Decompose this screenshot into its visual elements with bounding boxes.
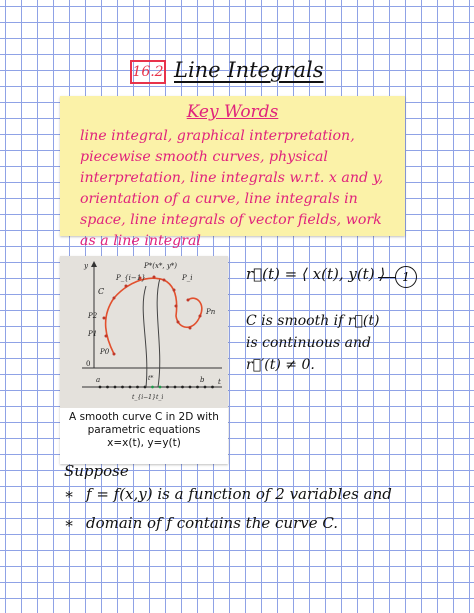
t-axis-point [114,386,117,389]
curve-partition-point [103,317,106,320]
t-axis-point [181,386,184,389]
curve-partition-point [153,276,156,279]
t-axis-point [106,386,109,389]
curve-partition-point [177,321,180,324]
label-p-i-star: P*(x*, y*) [144,262,178,270]
curve-c [106,278,202,354]
label-a: a [96,376,101,384]
caption-line-1: A smooth curve C in 2D with [69,411,219,423]
curve-partition-point [105,335,108,338]
t-axis-point [166,386,169,389]
keywords-body: line integral, graphical interpretation, piecewise smooth curves, physical interpretation, line integrals w.r.t. x and y, orientation of a curve, line integrals in space, line integrals of vector fields, work as a line integral [80,128,384,249]
label-c: C [98,287,105,296]
section-number-box: 16.2 [130,60,166,84]
t-axis-point [189,386,192,389]
curve-diagram [60,256,228,408]
suppose-item-2-text: domain of f contains the curve C. [86,514,339,532]
curve-partition-point [113,297,116,300]
t-axis-point [121,386,124,389]
asterisk-bullet-icon: ∗ [64,485,75,503]
label-t-star: t* [148,375,154,382]
page-title: Line Integrals [174,58,324,82]
t-axis-point [211,386,214,389]
curve-partition-point [199,315,202,318]
keywords-heading: Key Words [186,102,279,122]
label-p-i-minus-1: P_{i−1} [116,274,146,282]
t-axis-point [136,386,139,389]
asterisk-bullet-icon: ∗ [64,514,75,532]
figure-photo [60,256,228,408]
label-b: b [200,376,205,384]
label-y-axis: y [84,262,88,270]
curve-partition-point [163,279,166,282]
caption-line-3: x=x(t), y=y(t) [107,437,181,449]
t-axis-point [159,386,162,389]
label-pn: Pn [206,308,216,316]
curve-partition-point [125,285,128,288]
label-p1: P1 [88,330,98,338]
curve-partition-point [187,299,190,302]
label-origin: 0 [86,360,91,368]
caption-line-2: parametric equations [87,424,201,436]
label-t-i: t_i [156,394,164,401]
strip-boundary-right [157,278,160,387]
suppose-item-2 [64,514,338,532]
equation-number: 1 [395,266,417,288]
smooth-def-line-2: is continuous and [246,335,371,351]
curve-partition-point [113,353,116,356]
suppose-item-1-text: f = f(x,y) is a function of 2 variables and [86,485,392,503]
t-axis-point [151,386,154,389]
t-axis-point [204,386,207,389]
keywords-sticky-note [60,96,405,249]
smooth-definition [246,310,466,376]
t-axis-point [129,386,132,389]
smooth-def-line-3: r⃗′(t) ≠ 0. [246,357,315,373]
curve-partition-point [189,327,192,330]
curve-partition-point [175,305,178,308]
smooth-def-line-1: C is smooth if r⃗(t) [246,313,380,329]
equation-leader-line [378,277,396,278]
curve-partition-point [173,289,176,292]
t-axis-point [174,386,177,389]
suppose-item-1 [64,485,392,503]
parametric-equation: r⃗(t) = ⟨ x(t), y(t) ⟩ [246,265,386,283]
label-p0: P0 [100,348,110,356]
label-t-i-minus-1: t_{i−1} [132,394,156,401]
suppose-label: Suppose [64,462,129,480]
curve-figure [60,256,228,464]
t-axis-point [99,386,102,389]
label-p2: P2 [88,312,98,320]
label-p-i: P_i [182,274,193,282]
t-axis-point [196,386,199,389]
y-axis-arrow [91,261,97,267]
figure-caption [60,408,228,464]
label-t-axis: t [218,378,221,386]
curve-points [103,276,202,356]
strip-boundary-left [143,286,147,387]
